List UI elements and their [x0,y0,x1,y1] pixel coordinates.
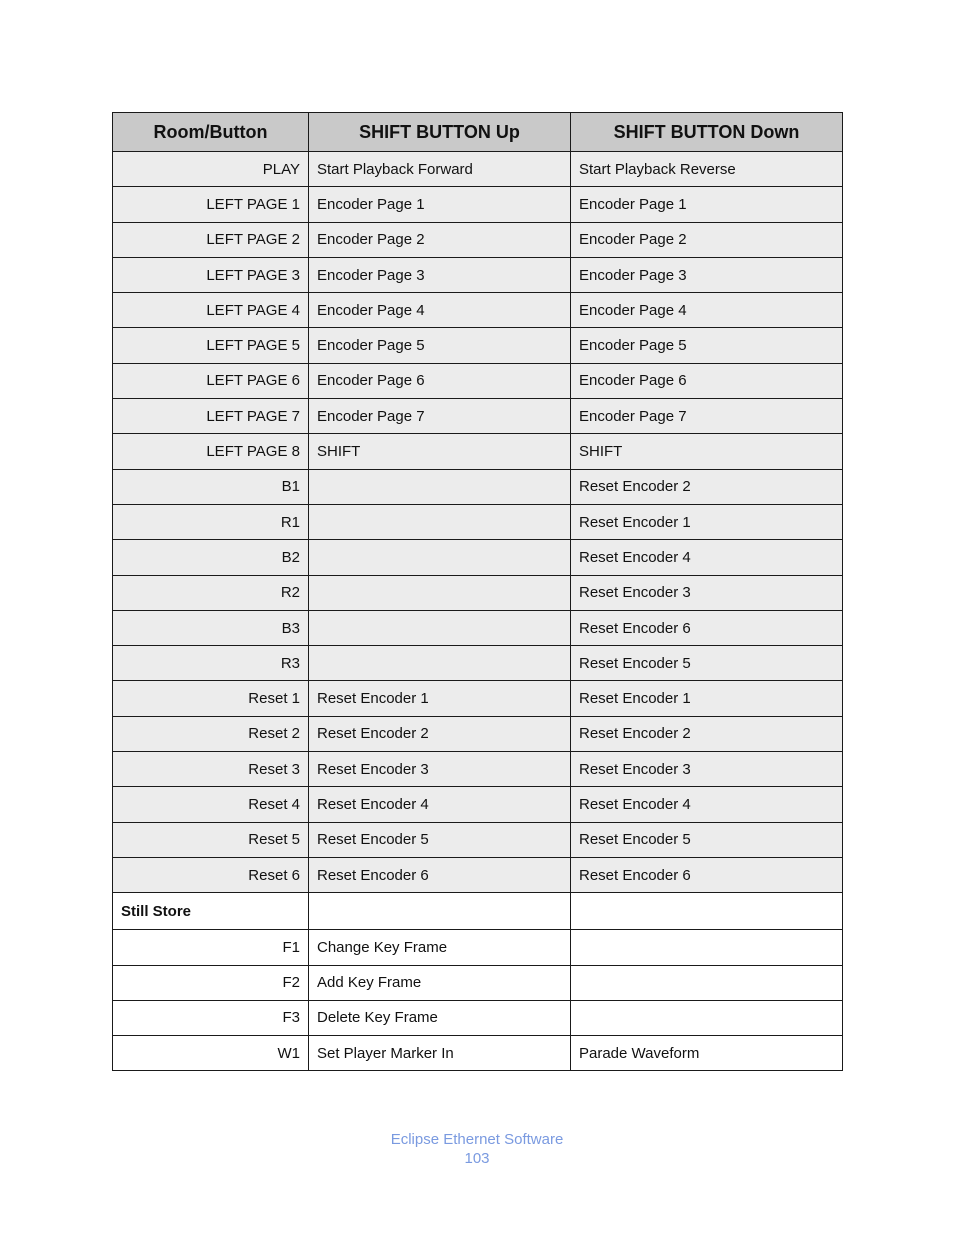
cell-button: LEFT PAGE 2 [113,222,309,257]
cell-button: Reset 4 [113,787,309,822]
table-row [113,575,843,610]
cell-button: R3 [113,646,309,681]
cell-shift-up: Encoder Page 7 [309,399,571,434]
section-title: Still Store [113,893,309,930]
cell-shift-down: Reset Encoder 1 [571,681,843,716]
cell-shift-down: Reset Encoder 1 [571,504,843,539]
cell-shift-down: Encoder Page 3 [571,257,843,292]
table-row [113,293,843,328]
cell-shift-down: Encoder Page 4 [571,293,843,328]
cell-shift-up [309,575,571,610]
cell-shift-up: Encoder Page 5 [309,328,571,363]
cell-shift-down: Reset Encoder 4 [571,787,843,822]
table-row [113,681,843,716]
section-row [113,893,843,930]
cell-shift-down: Encoder Page 5 [571,328,843,363]
cell-shift-up: Reset Encoder 5 [309,822,571,857]
cell-button: LEFT PAGE 6 [113,363,309,398]
cell-shift-down: Reset Encoder 4 [571,540,843,575]
cell-shift-up: Change Key Frame [309,930,571,965]
cell-shift-down: Encoder Page 7 [571,399,843,434]
section-empty-cell [571,893,843,930]
table-row [113,822,843,857]
table-row [113,1000,843,1035]
cell-shift-down: Reset Encoder 5 [571,646,843,681]
cell-shift-up: Reset Encoder 6 [309,857,571,892]
cell-shift-up [309,540,571,575]
cell-button: LEFT PAGE 5 [113,328,309,363]
header-shift-up: SHIFT BUTTON Up [309,113,571,152]
table-header-row [113,113,843,152]
table-row [113,857,843,892]
cell-shift-up: Reset Encoder 4 [309,787,571,822]
cell-shift-down [571,930,843,965]
cell-shift-down: Encoder Page 2 [571,222,843,257]
cell-shift-up [309,646,571,681]
table-row [113,469,843,504]
cell-button: LEFT PAGE 3 [113,257,309,292]
cell-shift-down: Reset Encoder 6 [571,857,843,892]
table-row [113,257,843,292]
header-room-button: Room/Button [113,113,309,152]
cell-shift-up [309,504,571,539]
cell-shift-up: Encoder Page 3 [309,257,571,292]
page-footer [0,1130,954,1168]
table-row [113,930,843,965]
cell-shift-down [571,1000,843,1035]
cell-button: B2 [113,540,309,575]
cell-button: R1 [113,504,309,539]
table-row [113,540,843,575]
table-row [113,363,843,398]
header-shift-down: SHIFT BUTTON Down [571,113,843,152]
cell-button: PLAY [113,152,309,187]
cell-shift-down [571,965,843,1000]
cell-shift-down: SHIFT [571,434,843,469]
cell-shift-up [309,610,571,645]
cell-button: Reset 5 [113,822,309,857]
cell-shift-down: Reset Encoder 3 [571,752,843,787]
cell-button: LEFT PAGE 7 [113,399,309,434]
table-row [113,787,843,822]
table-row [113,434,843,469]
cell-button: W1 [113,1036,309,1071]
cell-shift-up: Reset Encoder 1 [309,681,571,716]
table-row [113,187,843,222]
table-row [113,610,843,645]
table-row [113,504,843,539]
table-row [113,328,843,363]
cell-button: Reset 3 [113,752,309,787]
cell-button: Reset 1 [113,681,309,716]
cell-shift-up: Reset Encoder 2 [309,716,571,751]
table-row [113,716,843,751]
cell-shift-up [309,469,571,504]
cell-button: LEFT PAGE 1 [113,187,309,222]
cell-shift-up: Delete Key Frame [309,1000,571,1035]
table-row [113,399,843,434]
cell-shift-down: Reset Encoder 2 [571,716,843,751]
cell-shift-down: Reset Encoder 5 [571,822,843,857]
page-number: 103 [464,1150,490,1167]
cell-button: F2 [113,965,309,1000]
cell-button: B1 [113,469,309,504]
table-row [113,965,843,1000]
cell-shift-up: Reset Encoder 3 [309,752,571,787]
cell-shift-down: Reset Encoder 6 [571,610,843,645]
cell-shift-up: Encoder Page 4 [309,293,571,328]
table-row [113,1036,843,1071]
section-empty-cell [309,893,571,930]
cell-shift-down: Start Playback Reverse [571,152,843,187]
footer-title: Eclipse Ethernet Software [390,1131,564,1148]
cell-button: B3 [113,610,309,645]
cell-button: F1 [113,930,309,965]
cell-shift-down: Reset Encoder 3 [571,575,843,610]
cell-shift-up: Encoder Page 2 [309,222,571,257]
cell-shift-up: Encoder Page 6 [309,363,571,398]
cell-shift-down: Encoder Page 6 [571,363,843,398]
table-row [113,152,843,187]
cell-shift-up: Encoder Page 1 [309,187,571,222]
cell-shift-up: SHIFT [309,434,571,469]
cell-shift-down: Reset Encoder 2 [571,469,843,504]
table-row [113,646,843,681]
cell-button: Reset 2 [113,716,309,751]
cell-button: F3 [113,1000,309,1035]
cell-shift-up: Set Player Marker In [309,1036,571,1071]
table-row [113,222,843,257]
cell-button: Reset 6 [113,857,309,892]
cell-button: LEFT PAGE 4 [113,293,309,328]
shift-button-table [112,112,843,1071]
cell-shift-up: Add Key Frame [309,965,571,1000]
cell-shift-down: Parade Waveform [571,1036,843,1071]
cell-button: R2 [113,575,309,610]
table-row [113,752,843,787]
cell-button: LEFT PAGE 8 [113,434,309,469]
cell-shift-up: Start Playback Forward [309,152,571,187]
cell-shift-down: Encoder Page 1 [571,187,843,222]
